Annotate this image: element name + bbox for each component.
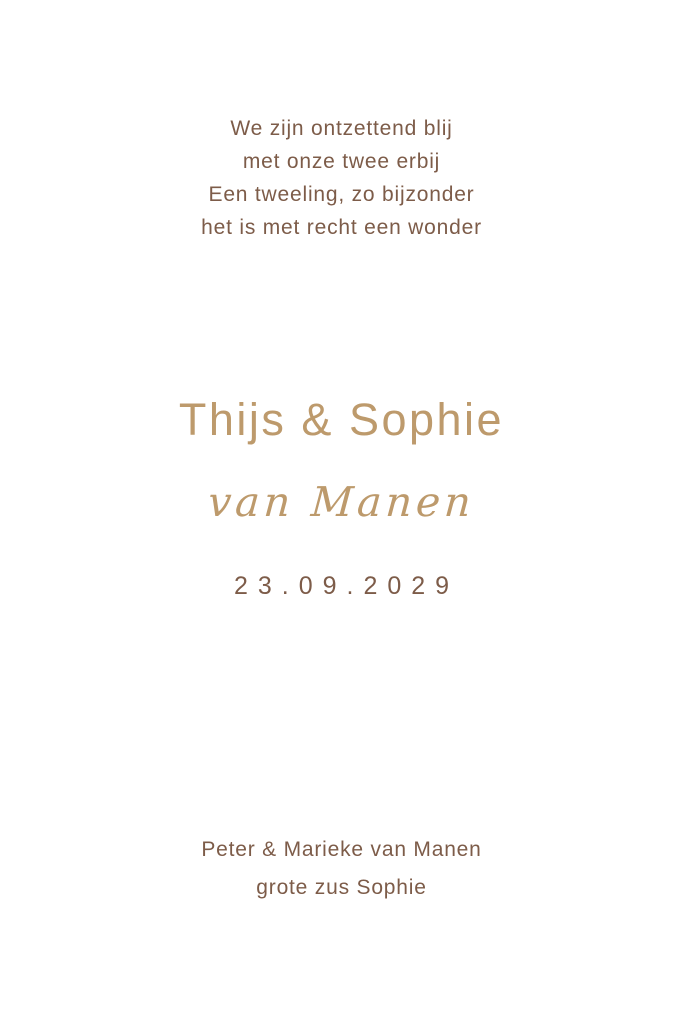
parents-block xyxy=(0,831,683,907)
poem-line: het is met recht een wonder xyxy=(201,216,482,239)
poem-line: met onze twee erbij xyxy=(242,150,441,173)
sibling-name: grote zus Sophie xyxy=(256,876,427,899)
poem-block xyxy=(0,112,683,244)
baby-first-names: Thijs & Sophie xyxy=(178,394,505,445)
poem-line: We zijn ontzettend blij xyxy=(230,117,453,140)
parents-names: Peter & Marieke van Manen xyxy=(201,838,482,861)
family-last-name: van Manen xyxy=(206,478,477,526)
birth-date: 23.09.2029 xyxy=(233,572,460,600)
poem-line: Een tweeling, zo bijzonder xyxy=(208,183,475,206)
